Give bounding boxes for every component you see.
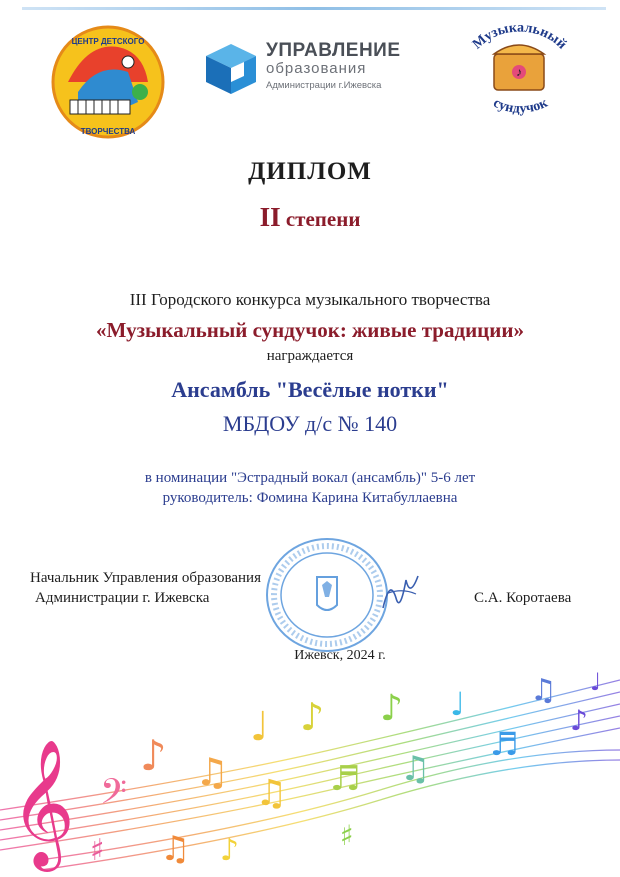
note-icon: ♩ xyxy=(250,704,269,750)
music-notes-decoration xyxy=(0,660,620,877)
cube-logo-icon xyxy=(204,42,258,96)
note-icon: ♫ xyxy=(255,773,288,814)
signatory-position-line1: Начальник Управления образования xyxy=(30,570,261,586)
note-icon: ♪ xyxy=(300,695,325,739)
note-icon: ♫ xyxy=(530,673,557,708)
note-icon: ♬ xyxy=(330,759,361,799)
note-icon: ♪ xyxy=(140,731,167,780)
degree-word: степени xyxy=(285,207,361,231)
logo-title-line2: образования xyxy=(266,60,367,77)
diploma-title: ДИПЛОМ xyxy=(248,158,372,185)
note-icon: ♪ xyxy=(380,688,403,729)
note-icon: ♪ xyxy=(570,704,588,737)
right-logo-text-top: Музыкальный xyxy=(470,22,570,53)
sharp-icon: ♯ xyxy=(340,819,354,852)
bass-clef-icon: 𝄢 xyxy=(100,771,128,820)
handwritten-signature xyxy=(378,568,423,618)
right-logo-text-bottom: сундучок xyxy=(490,95,551,117)
nomination-line: в номинации "Эстрадный вокал (ансамбль)" 5-6 лет xyxy=(144,470,476,486)
awarded-line: награждается xyxy=(266,348,354,364)
logo-title-line3: Администрации г.Ижевска xyxy=(266,80,382,91)
left-logo-text-bottom: ТВОРЧЕСТВА xyxy=(80,127,136,136)
note-icon: ♩ xyxy=(450,685,466,723)
treasure-chest-logo xyxy=(452,22,587,122)
note-icon: ♫ xyxy=(195,750,230,794)
organization-name: МБДОУ д/с № 140 xyxy=(222,411,398,436)
note-icon: ♪ xyxy=(220,833,240,868)
leader-line: руководитель: Фомина Карина Китабуллаевна xyxy=(162,490,458,506)
place-date: Ижевск, 2024 г. xyxy=(294,648,386,663)
children-creativity-center-logo xyxy=(48,22,168,142)
svg-text:♪: ♪ xyxy=(516,65,522,79)
note-icon: ♩ xyxy=(590,668,602,696)
note-icon: ♬ xyxy=(490,725,519,763)
note-icon: ♫ xyxy=(400,749,431,789)
official-stamp xyxy=(262,535,392,655)
top-border-line xyxy=(22,7,606,10)
signatory-name: С.А. Коротаева xyxy=(474,590,572,606)
note-icon: ♫ xyxy=(160,829,191,869)
education-department-logo xyxy=(204,40,404,100)
ensemble-name: Ансамбль "Весёлые нотки" xyxy=(171,377,449,402)
signatory-position-line2: Администрации г. Ижевска xyxy=(35,590,210,606)
degree-roman: II xyxy=(259,202,281,232)
left-logo-text-top: ЦЕНТР ДЕТСКОГО xyxy=(71,37,145,46)
contest-line: III Городского конкурса музыкального творчества xyxy=(129,290,491,309)
diploma-degree xyxy=(0,202,620,233)
sharp-icon: ♯ xyxy=(90,833,105,868)
contest-name: «Музыкальный сундучок: живые традиции» xyxy=(96,318,524,342)
logo-title-line1: УПРАВЛЕНИЕ xyxy=(266,40,401,61)
treble-clef-icon: 𝄞 xyxy=(10,738,76,866)
